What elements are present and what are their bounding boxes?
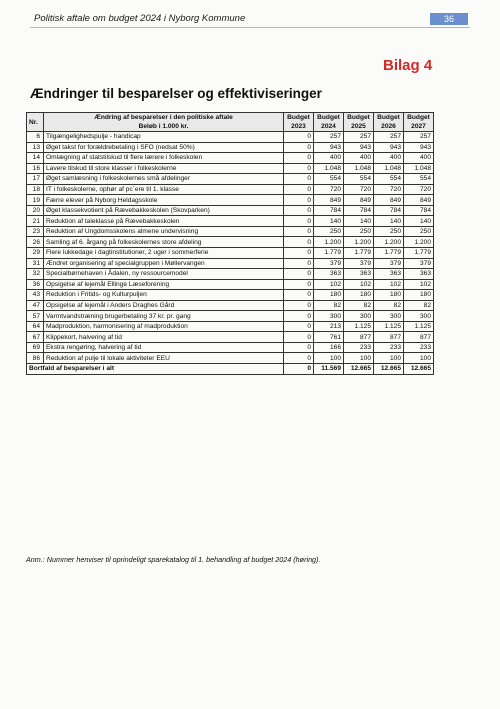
table-row — [27, 300, 434, 311]
budget-cell: 784 — [404, 205, 434, 216]
budget-cell: 400 — [374, 153, 404, 164]
row-number: 47 — [27, 300, 44, 311]
budget-cell: 784 — [344, 205, 374, 216]
table-row — [27, 258, 434, 269]
row-description: Ændret organisering af specialgruppen i Møllervangen — [44, 258, 284, 269]
budget-cell: 400 — [344, 153, 374, 164]
row-description: Lavere tilskud til store klasser i folkeskolerne — [44, 163, 284, 174]
row-description: Reduktion af pulje til lokale aktiviteter EEU — [44, 353, 284, 364]
row-description: IT i folkeskolerne, ophør af pc´ere til 1. klasse — [44, 184, 284, 195]
table-row — [27, 269, 434, 280]
budget-cell: 257 — [404, 132, 434, 143]
budget-cell: 300 — [374, 311, 404, 322]
table-row — [27, 321, 434, 332]
row-number: 13 — [27, 142, 44, 153]
table-row — [27, 142, 434, 153]
budget-cell: 1.048 — [374, 163, 404, 174]
budget-cell: 0 — [284, 132, 314, 143]
header-divider — [30, 27, 470, 28]
budget-cell: 100 — [374, 353, 404, 364]
column-header-year: 2023 — [284, 122, 314, 132]
budget-cell: 102 — [404, 279, 434, 290]
row-number: 57 — [27, 311, 44, 322]
budget-cell: 1.048 — [344, 163, 374, 174]
row-number: 26 — [27, 237, 44, 248]
table-row — [27, 353, 434, 364]
budget-cell: 943 — [344, 142, 374, 153]
budget-cell: 720 — [404, 184, 434, 195]
row-description: Øget takst for forældrebetaling i SFO (nedsat 50%) — [44, 142, 284, 153]
budget-cell: 0 — [284, 258, 314, 269]
row-description: Klippekort, halvering af tid — [44, 332, 284, 343]
budget-cell: 720 — [374, 184, 404, 195]
budget-cell: 877 — [374, 332, 404, 343]
budget-cell: 1.125 — [374, 321, 404, 332]
table-row — [27, 216, 434, 227]
budget-cell: 1.125 — [404, 321, 434, 332]
budget-cell: 300 — [314, 311, 344, 322]
row-description: Omlægning af statstilskud til flere lærere i folkeskolen — [44, 153, 284, 164]
budget-cell: 379 — [374, 258, 404, 269]
table-row — [27, 311, 434, 322]
budget-cell: 82 — [374, 300, 404, 311]
row-number: 86 — [27, 353, 44, 364]
budget-cell: 0 — [284, 300, 314, 311]
row-number: 16 — [27, 163, 44, 174]
budget-cell: 300 — [344, 311, 374, 322]
budget-cell: 0 — [284, 269, 314, 280]
table-header-row-2 — [27, 122, 434, 132]
row-description: Samling af 6. årgang på folkeskolernes store afdeling — [44, 237, 284, 248]
row-description: Reduktion af taleklasse på Rævebakkeskolen — [44, 216, 284, 227]
appendix-label: Bilag 4 — [383, 57, 433, 74]
row-description: Reduktion af Ungdomsskolens almene undervisning — [44, 226, 284, 237]
budget-cell: 233 — [344, 342, 374, 353]
budget-cell: 180 — [314, 290, 344, 301]
budget-cell: 784 — [314, 205, 344, 216]
budget-cell: 379 — [404, 258, 434, 269]
budget-cell: 1.125 — [344, 321, 374, 332]
row-description: Varmtvandstræning brugerbetaling 37 kr. pr. gang — [44, 311, 284, 322]
budget-cell: 0 — [284, 205, 314, 216]
budget-cell: 140 — [344, 216, 374, 227]
column-header-description: Ændring af besparelser i den politiske aftale — [44, 113, 284, 123]
row-number: 43 — [27, 290, 44, 301]
page-title: Ændringer til besparelser og effektiviseringer — [30, 86, 322, 101]
budget-cell: 250 — [404, 226, 434, 237]
budget-cell: 1.048 — [314, 163, 344, 174]
budget-cell: 0 — [284, 342, 314, 353]
budget-cell: 0 — [284, 216, 314, 227]
budget-cell: 140 — [314, 216, 344, 227]
budget-cell: 554 — [374, 174, 404, 185]
budget-cell: 877 — [344, 332, 374, 343]
budget-cell: 849 — [314, 195, 344, 206]
budget-cell: 761 — [314, 332, 344, 343]
budget-cell: 250 — [314, 226, 344, 237]
budget-cell: 0 — [284, 174, 314, 185]
budget-cell: 849 — [344, 195, 374, 206]
column-header-budget-2027: Budget — [404, 113, 434, 123]
budget-cell: 363 — [314, 269, 344, 280]
budget-cell: 554 — [314, 174, 344, 185]
budget-cell: 0 — [284, 184, 314, 195]
budget-cell: 1.779 — [314, 248, 344, 259]
budget-cell: 0 — [284, 237, 314, 248]
budget-cell: 102 — [374, 279, 404, 290]
table-row — [27, 226, 434, 237]
table-row — [27, 184, 434, 195]
budget-cell: 379 — [344, 258, 374, 269]
budget-cell: 379 — [314, 258, 344, 269]
total-cell: 12.665 — [374, 364, 404, 375]
budget-cell: 300 — [404, 311, 434, 322]
budget-cell: 943 — [404, 142, 434, 153]
row-description: Flere lukkedage i dagtinstitutioner, 2 uger i sommerferie — [44, 248, 284, 259]
table-header-row-1 — [27, 113, 434, 123]
budget-cell: 720 — [344, 184, 374, 195]
budget-cell: 1.200 — [344, 237, 374, 248]
row-number: 36 — [27, 279, 44, 290]
row-description: Tilgængelighedspulje - handicap — [44, 132, 284, 143]
budget-cell: 0 — [284, 290, 314, 301]
table-row — [27, 332, 434, 343]
table-row — [27, 342, 434, 353]
budget-cell: 140 — [374, 216, 404, 227]
row-number: 19 — [27, 195, 44, 206]
budget-cell: 877 — [404, 332, 434, 343]
total-label: Bortfald af besparelser i alt — [27, 364, 284, 375]
budget-cell: 400 — [314, 153, 344, 164]
table-row — [27, 195, 434, 206]
row-number: 20 — [27, 205, 44, 216]
row-number: 21 — [27, 216, 44, 227]
budget-cell: 233 — [374, 342, 404, 353]
column-header-budget-2023: Budget — [284, 113, 314, 123]
budget-cell: 0 — [284, 279, 314, 290]
table-body — [27, 132, 434, 364]
budget-cell: 0 — [284, 226, 314, 237]
table-total-row — [27, 364, 434, 375]
table-row — [27, 279, 434, 290]
total-cell: 12.665 — [404, 364, 434, 375]
budget-cell: 82 — [314, 300, 344, 311]
budget-cell: 554 — [344, 174, 374, 185]
row-number: 31 — [27, 258, 44, 269]
table-footnote: Anm.: Nummer henviser til oprindeligt sparekatalog til 1. behandling af budget 2024 (høring). — [26, 555, 321, 564]
row-number: 64 — [27, 321, 44, 332]
table-row — [27, 132, 434, 143]
table-row — [27, 205, 434, 216]
table-row — [27, 153, 434, 164]
total-cell: 11.569 — [314, 364, 344, 375]
total-cell: 12.665 — [344, 364, 374, 375]
row-number: 69 — [27, 342, 44, 353]
budget-cell: 363 — [374, 269, 404, 280]
budget-cell: 849 — [404, 195, 434, 206]
budget-cell: 943 — [374, 142, 404, 153]
budget-cell: 100 — [314, 353, 344, 364]
row-number: 32 — [27, 269, 44, 280]
running-header-title: Politisk aftale om budget 2024 i Nyborg Kommune — [34, 13, 246, 24]
table-row — [27, 174, 434, 185]
savings-table — [26, 112, 434, 375]
budget-cell: 166 — [314, 342, 344, 353]
page-number-badge: 36 — [430, 13, 468, 25]
column-header-budget-2025: Budget — [344, 113, 374, 123]
budget-cell: 140 — [404, 216, 434, 227]
budget-cell: 554 — [404, 174, 434, 185]
column-header-unit: Beløb i 1.000 kr. — [44, 122, 284, 132]
budget-cell: 0 — [284, 248, 314, 259]
row-number: 18 — [27, 184, 44, 195]
budget-cell: 250 — [344, 226, 374, 237]
budget-cell: 233 — [404, 342, 434, 353]
column-header-year: 2026 — [374, 122, 404, 132]
row-description: Færre elever på Nyborg Heldagsskole — [44, 195, 284, 206]
budget-cell: 257 — [344, 132, 374, 143]
budget-cell: 0 — [284, 311, 314, 322]
budget-cell: 0 — [284, 142, 314, 153]
budget-cell: 102 — [314, 279, 344, 290]
budget-cell: 102 — [344, 279, 374, 290]
row-description: Specialbørnehaven i Ådalen, ny ressourcemodel — [44, 269, 284, 280]
budget-cell: 1.779 — [374, 248, 404, 259]
row-number: 29 — [27, 248, 44, 259]
budget-cell: 0 — [284, 163, 314, 174]
budget-cell: 1.200 — [404, 237, 434, 248]
budget-cell: 1.200 — [374, 237, 404, 248]
budget-cell: 784 — [374, 205, 404, 216]
budget-cell: 180 — [404, 290, 434, 301]
row-number: 67 — [27, 332, 44, 343]
table-row — [27, 290, 434, 301]
budget-cell: 0 — [284, 332, 314, 343]
column-header-year: 2025 — [344, 122, 374, 132]
row-description: Opsigelse af lejemål i Anders Draghes Gård — [44, 300, 284, 311]
budget-cell: 257 — [374, 132, 404, 143]
table-row — [27, 163, 434, 174]
budget-cell: 0 — [284, 321, 314, 332]
budget-cell: 1.779 — [344, 248, 374, 259]
column-header-budget-2026: Budget — [374, 113, 404, 123]
row-description: Reduktion i Fritids- og Kulturpuljen — [44, 290, 284, 301]
budget-cell: 100 — [404, 353, 434, 364]
column-header-year: 2024 — [314, 122, 344, 132]
budget-cell: 943 — [314, 142, 344, 153]
row-description: Øget klassekvotient på Rævebakkeskolen (Skovparken) — [44, 205, 284, 216]
budget-cell: 363 — [404, 269, 434, 280]
budget-cell: 1.779 — [404, 248, 434, 259]
row-description: Ekstra rengøring, halvering af tid — [44, 342, 284, 353]
budget-cell: 363 — [344, 269, 374, 280]
column-header-nr: Nr. — [27, 113, 44, 132]
budget-cell: 720 — [314, 184, 344, 195]
budget-cell: 400 — [404, 153, 434, 164]
budget-cell: 213 — [314, 321, 344, 332]
row-number: 6 — [27, 132, 44, 143]
budget-cell: 0 — [284, 353, 314, 364]
row-number: 23 — [27, 226, 44, 237]
row-number: 14 — [27, 153, 44, 164]
budget-cell: 180 — [374, 290, 404, 301]
budget-cell: 1.048 — [404, 163, 434, 174]
row-description: Øget samlæsning i folkeskolernes små afdelinger — [44, 174, 284, 185]
budget-cell: 82 — [344, 300, 374, 311]
budget-cell: 1.200 — [314, 237, 344, 248]
table-row — [27, 237, 434, 248]
row-description: Madproduktion, harmonisering af madproduktion — [44, 321, 284, 332]
budget-cell: 250 — [374, 226, 404, 237]
table-row — [27, 248, 434, 259]
budget-cell: 82 — [404, 300, 434, 311]
budget-cell: 849 — [374, 195, 404, 206]
budget-cell: 180 — [344, 290, 374, 301]
column-header-year: 2027 — [404, 122, 434, 132]
budget-cell: 0 — [284, 195, 314, 206]
budget-cell: 257 — [314, 132, 344, 143]
budget-cell: 0 — [284, 153, 314, 164]
row-description: Opsigelse af lejemål Ellinge Læseforening — [44, 279, 284, 290]
budget-cell: 100 — [344, 353, 374, 364]
row-number: 17 — [27, 174, 44, 185]
total-cell: 0 — [284, 364, 314, 375]
column-header-budget-2024: Budget — [314, 113, 344, 123]
